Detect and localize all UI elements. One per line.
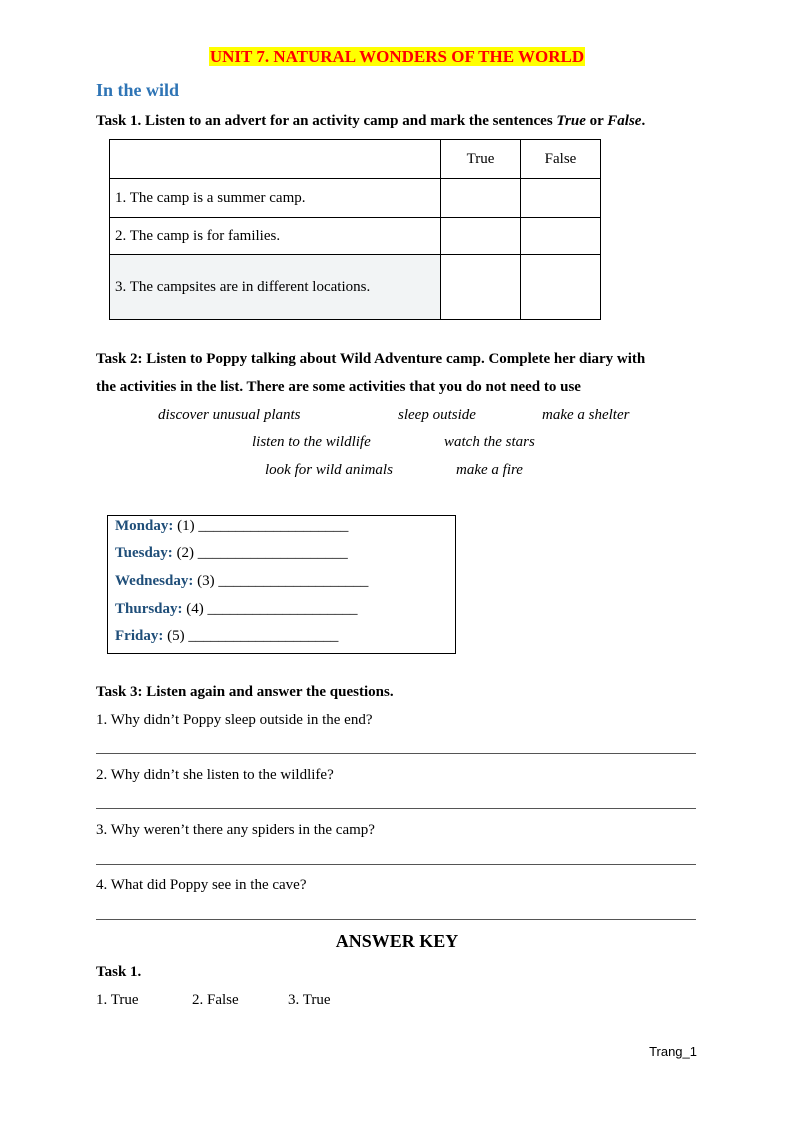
diary-blank: (3) ____________________ bbox=[193, 573, 369, 589]
answer-line[interactable] bbox=[96, 919, 696, 920]
table-row bbox=[110, 218, 601, 255]
activity-item: discover unusual plants bbox=[158, 407, 301, 423]
unit-title bbox=[0, 46, 794, 69]
question: 2. Why didn’t she listen to the wildlife? bbox=[96, 767, 334, 783]
table-header-blank bbox=[110, 140, 441, 179]
diary-line-thursday[interactable] bbox=[115, 599, 358, 619]
true-false-table bbox=[109, 139, 601, 320]
task1-period: . bbox=[641, 113, 646, 129]
answer-line[interactable] bbox=[96, 808, 696, 809]
table-cell-statement: 3. The campsites are in different locations. bbox=[110, 255, 441, 320]
task2-instruction-line1: Task 2: Listen to Poppy talking about Wild Adventure camp. Complete her diary with bbox=[96, 351, 646, 367]
question: 4. What did Poppy see in the cave? bbox=[96, 877, 307, 893]
activity-item: watch the stars bbox=[444, 434, 535, 450]
table-cell-false[interactable] bbox=[521, 179, 601, 218]
table-header-row bbox=[110, 140, 601, 179]
diary-line-tuesday[interactable] bbox=[115, 543, 348, 563]
answer-key-item: 1. True bbox=[96, 992, 139, 1008]
diary-box bbox=[107, 515, 456, 654]
diary-blank: (5) ____________________ bbox=[163, 628, 339, 644]
answer-key-item: 3. True bbox=[288, 992, 331, 1008]
task1-false-word: False bbox=[607, 113, 642, 129]
diary-day: Tuesday: bbox=[115, 545, 173, 561]
question: 1. Why didn’t Poppy sleep outside in the end? bbox=[96, 712, 373, 728]
table-header-false: False bbox=[521, 140, 601, 179]
activity-item: sleep outside bbox=[398, 407, 476, 423]
diary-day: Wednesday: bbox=[115, 573, 194, 589]
diary-day: Monday: bbox=[115, 518, 174, 534]
diary-day: Thursday: bbox=[115, 601, 183, 617]
table-row bbox=[110, 179, 601, 218]
diary-line-monday[interactable] bbox=[115, 516, 348, 536]
page-number: Trang_1 bbox=[649, 1044, 697, 1059]
activity-item: make a shelter bbox=[542, 407, 630, 423]
task1-instruction bbox=[96, 111, 645, 131]
table-cell-true[interactable] bbox=[441, 179, 521, 218]
table-row bbox=[110, 255, 601, 320]
activity-item: look for wild animals bbox=[265, 462, 393, 478]
diary-line-wednesday[interactable] bbox=[115, 571, 368, 591]
task1-or-word: or bbox=[585, 113, 608, 129]
question: 3. Why weren’t there any spiders in the camp? bbox=[96, 822, 375, 838]
task1-instruction-text: Task 1. Listen to an advert for an activity camp and mark the sentences bbox=[96, 113, 557, 129]
answer-key-title: ANSWER KEY bbox=[335, 931, 459, 951]
table-cell-true[interactable] bbox=[441, 218, 521, 255]
diary-blank: (1) ____________________ bbox=[173, 518, 349, 534]
table-cell-true[interactable] bbox=[441, 255, 521, 320]
task2-instruction-line2: the activities in the list. There are some activities that you do not need to use bbox=[96, 379, 581, 395]
diary-blank: (4) ____________________ bbox=[182, 601, 358, 617]
answer-line[interactable] bbox=[96, 864, 696, 865]
table-cell-statement: 2. The camp is for families. bbox=[110, 218, 441, 255]
section-title: In the wild bbox=[96, 80, 180, 100]
answer-key-task1-label: Task 1. bbox=[96, 964, 142, 980]
table-cell-false[interactable] bbox=[521, 255, 601, 320]
diary-day: Friday: bbox=[115, 628, 164, 644]
activity-item: make a fire bbox=[456, 462, 523, 478]
table-cell-statement: 1. The camp is a summer camp. bbox=[110, 179, 441, 218]
unit-title-text: UNIT 7. NATURAL WONDERS OF THE WORLD bbox=[209, 47, 585, 66]
answer-line[interactable] bbox=[96, 753, 696, 754]
activity-item: listen to the wildlife bbox=[252, 434, 371, 450]
task3-instruction: Task 3: Listen again and answer the questions. bbox=[96, 684, 394, 700]
diary-line-friday[interactable] bbox=[115, 626, 338, 646]
table-cell-false[interactable] bbox=[521, 218, 601, 255]
answer-key-item: 2. False bbox=[192, 992, 239, 1008]
task1-true-word: True bbox=[556, 113, 586, 129]
table-header-true: True bbox=[441, 140, 521, 179]
diary-blank: (2) ____________________ bbox=[172, 545, 348, 561]
